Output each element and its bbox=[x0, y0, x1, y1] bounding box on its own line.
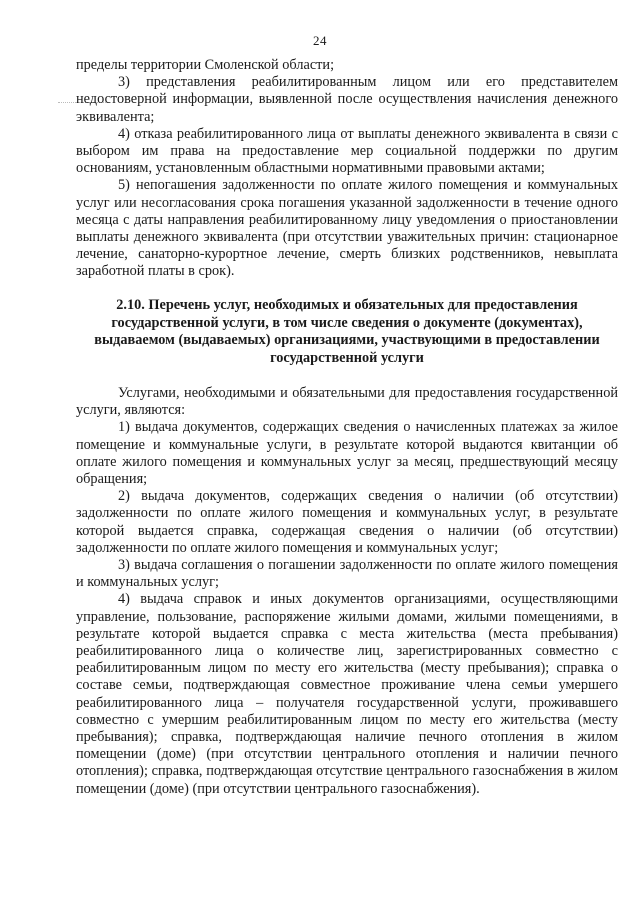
paragraph-item-3: 3) представления реабилитированным лицом или его представителем недостоверной информации, выявленной после осуществления начисления денежного эквивалента; bbox=[76, 74, 618, 125]
page-number: 24 bbox=[313, 33, 327, 48]
service-item-3: 3) выдача соглашения о погашении задолженности по оплате жилого помещения и коммунальных услуг; bbox=[76, 557, 618, 591]
services-intro: Услугами, необходимыми и обязательными для предоставления государственной услуги, являются: bbox=[76, 385, 618, 419]
section-heading: 2.10. Перечень услуг, необходимых и обязательных для предоставления государственной услуги, в том числе сведения о документе (документах), выдаваемом (выдаваемых) организациями, участвующими в предоставлении государственной услуги bbox=[94, 297, 600, 366]
service-item-4: 4) выдача справок и иных документов организациями, осуществляющими управление, пользование, распоряжение жилыми домами, жилыми помещениями, в результате которой выдается справка с места жительства (места пребывания) реабилитированного лица о количестве лиц, зарегистрированных совместно с реабилитированным лицом по месту его жительства (месту пребывания); справка о составе семьи, подтверждающая совместное проживание члена семьи умершего реабилитированного лица – получателя государственной услуги, проживавшего совместно с умершим реабилитированным лицом по месту его жительства (месту пребывания); справка, подтверждающая наличие печного отопления в жилом помещении (доме) (при отсутствии центрального отопления и наличии печного отопления); справка, подтверждающая отсутствие центрального газоснабжения в жилом помещении (доме) (при отсутствии центрального газоснабжения). bbox=[76, 591, 618, 797]
service-item-1: 1) выдача документов, содержащих сведения о начисленных платежах за жилое помещение и коммунальные услуги, в результате которой выдаются квитанции об оплате жилого помещения и коммунальных услуг за месяц, предшествующий месяцу обращения; bbox=[76, 419, 618, 488]
service-item-2: 2) выдача документов, содержащих сведения о наличии (об отсутствии) задолженности по оплате жилого помещения и коммунальных услуг, в результате которой выдается справка, содержащая сведения о наличии (об отсутствии) задолженности по оплате жилого помещения и коммунальных услуг; bbox=[76, 488, 618, 556]
paragraph-continuation: пределы территории Смоленской области; bbox=[76, 57, 335, 73]
top-section bbox=[76, 57, 618, 281]
services-section bbox=[76, 385, 618, 798]
paragraph-item-4: 4) отказа реабилитированного лица от выплаты денежного эквивалента в связи с выбором им права на предоставление мер социальной поддержки по другим основаниям, установленным областными нормативными правовыми актами; bbox=[76, 125, 618, 177]
paragraph-item-5: 5) непогашения задолженности по оплате жилого помещения и коммунальных услуг или несогласования срока погашения указанной задолженности в течение одного месяца с даты направления реабилитированному лицу уведомления о приостановлении выплаты денежного эквивалента (при отсутствии уважительных причин: стационарное лечение, санаторно-курортное лечение, смерть близких родственников, невыплата заработной платы в срок). bbox=[76, 177, 618, 280]
